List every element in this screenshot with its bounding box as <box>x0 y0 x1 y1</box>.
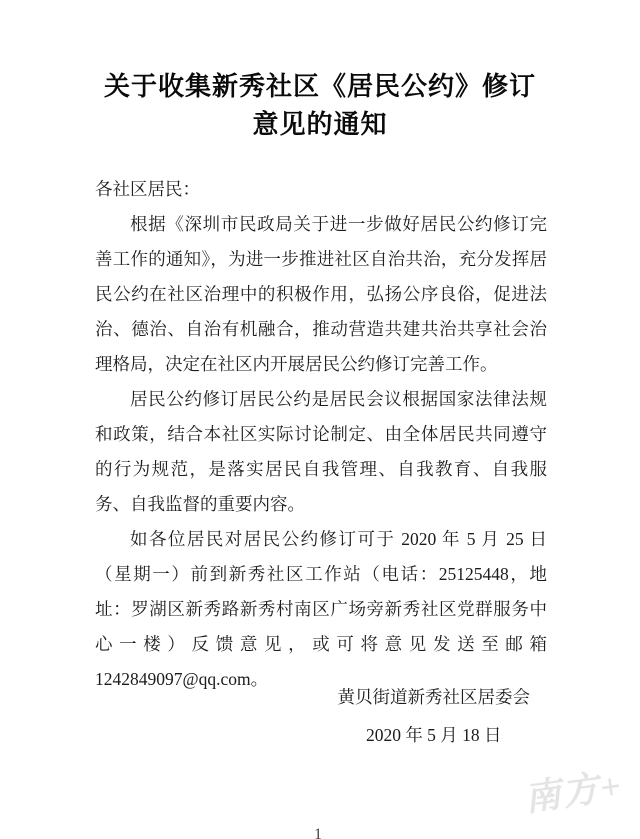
salutation: 各社区居民： <box>95 179 200 199</box>
page-number: 1 <box>314 826 322 839</box>
signature-organization: 黄贝街道新秀社区居委会 <box>337 687 530 707</box>
title-line-1: 关于收集新秀社区《居民公约》修订 <box>103 72 536 101</box>
paragraph-definition: 居民公约修订居民公约是居民会议根据国家法律法规和政策，结合本社区实际讨论制定、由全体居民共同遵守的行为规范，是落实居民自我管理、自我教育、自我服务、自我监督的重要内容。 <box>95 389 547 514</box>
signature-date: 2020 年 5 月 18 日 <box>365 725 502 745</box>
document-body <box>95 172 547 697</box>
nanfang-plus-watermark: 南方+ <box>522 765 626 819</box>
title-line-2: 意见的通知 <box>252 110 388 139</box>
signature-block <box>338 684 531 748</box>
paragraph-basis: 根据《深圳市民政局关于进一步做好居民公约修订完善工作的通知》，为进一步推进社区自治共治，充分发挥居民公约在社区治理中的积极作用，弘扬公序良俗，促进法治、德治、自治有机融合，推动营造共建共治共享社会治理格局，决定在社区内开展居民公约修订完善工作。 <box>95 214 547 374</box>
paragraph-feedback-instructions: 如各位居民对居民公约修订可于 2020 年 5 月 25 日（星期一）前到新秀社区工作站（电话：25125448，地址：罗湖区新秀路新秀村南区广场旁新秀社区党群服务中心一楼）反馈意见，或可将意见发送至邮箱 1242849097@qq.com。 <box>95 529 547 689</box>
document-title <box>0 68 640 144</box>
